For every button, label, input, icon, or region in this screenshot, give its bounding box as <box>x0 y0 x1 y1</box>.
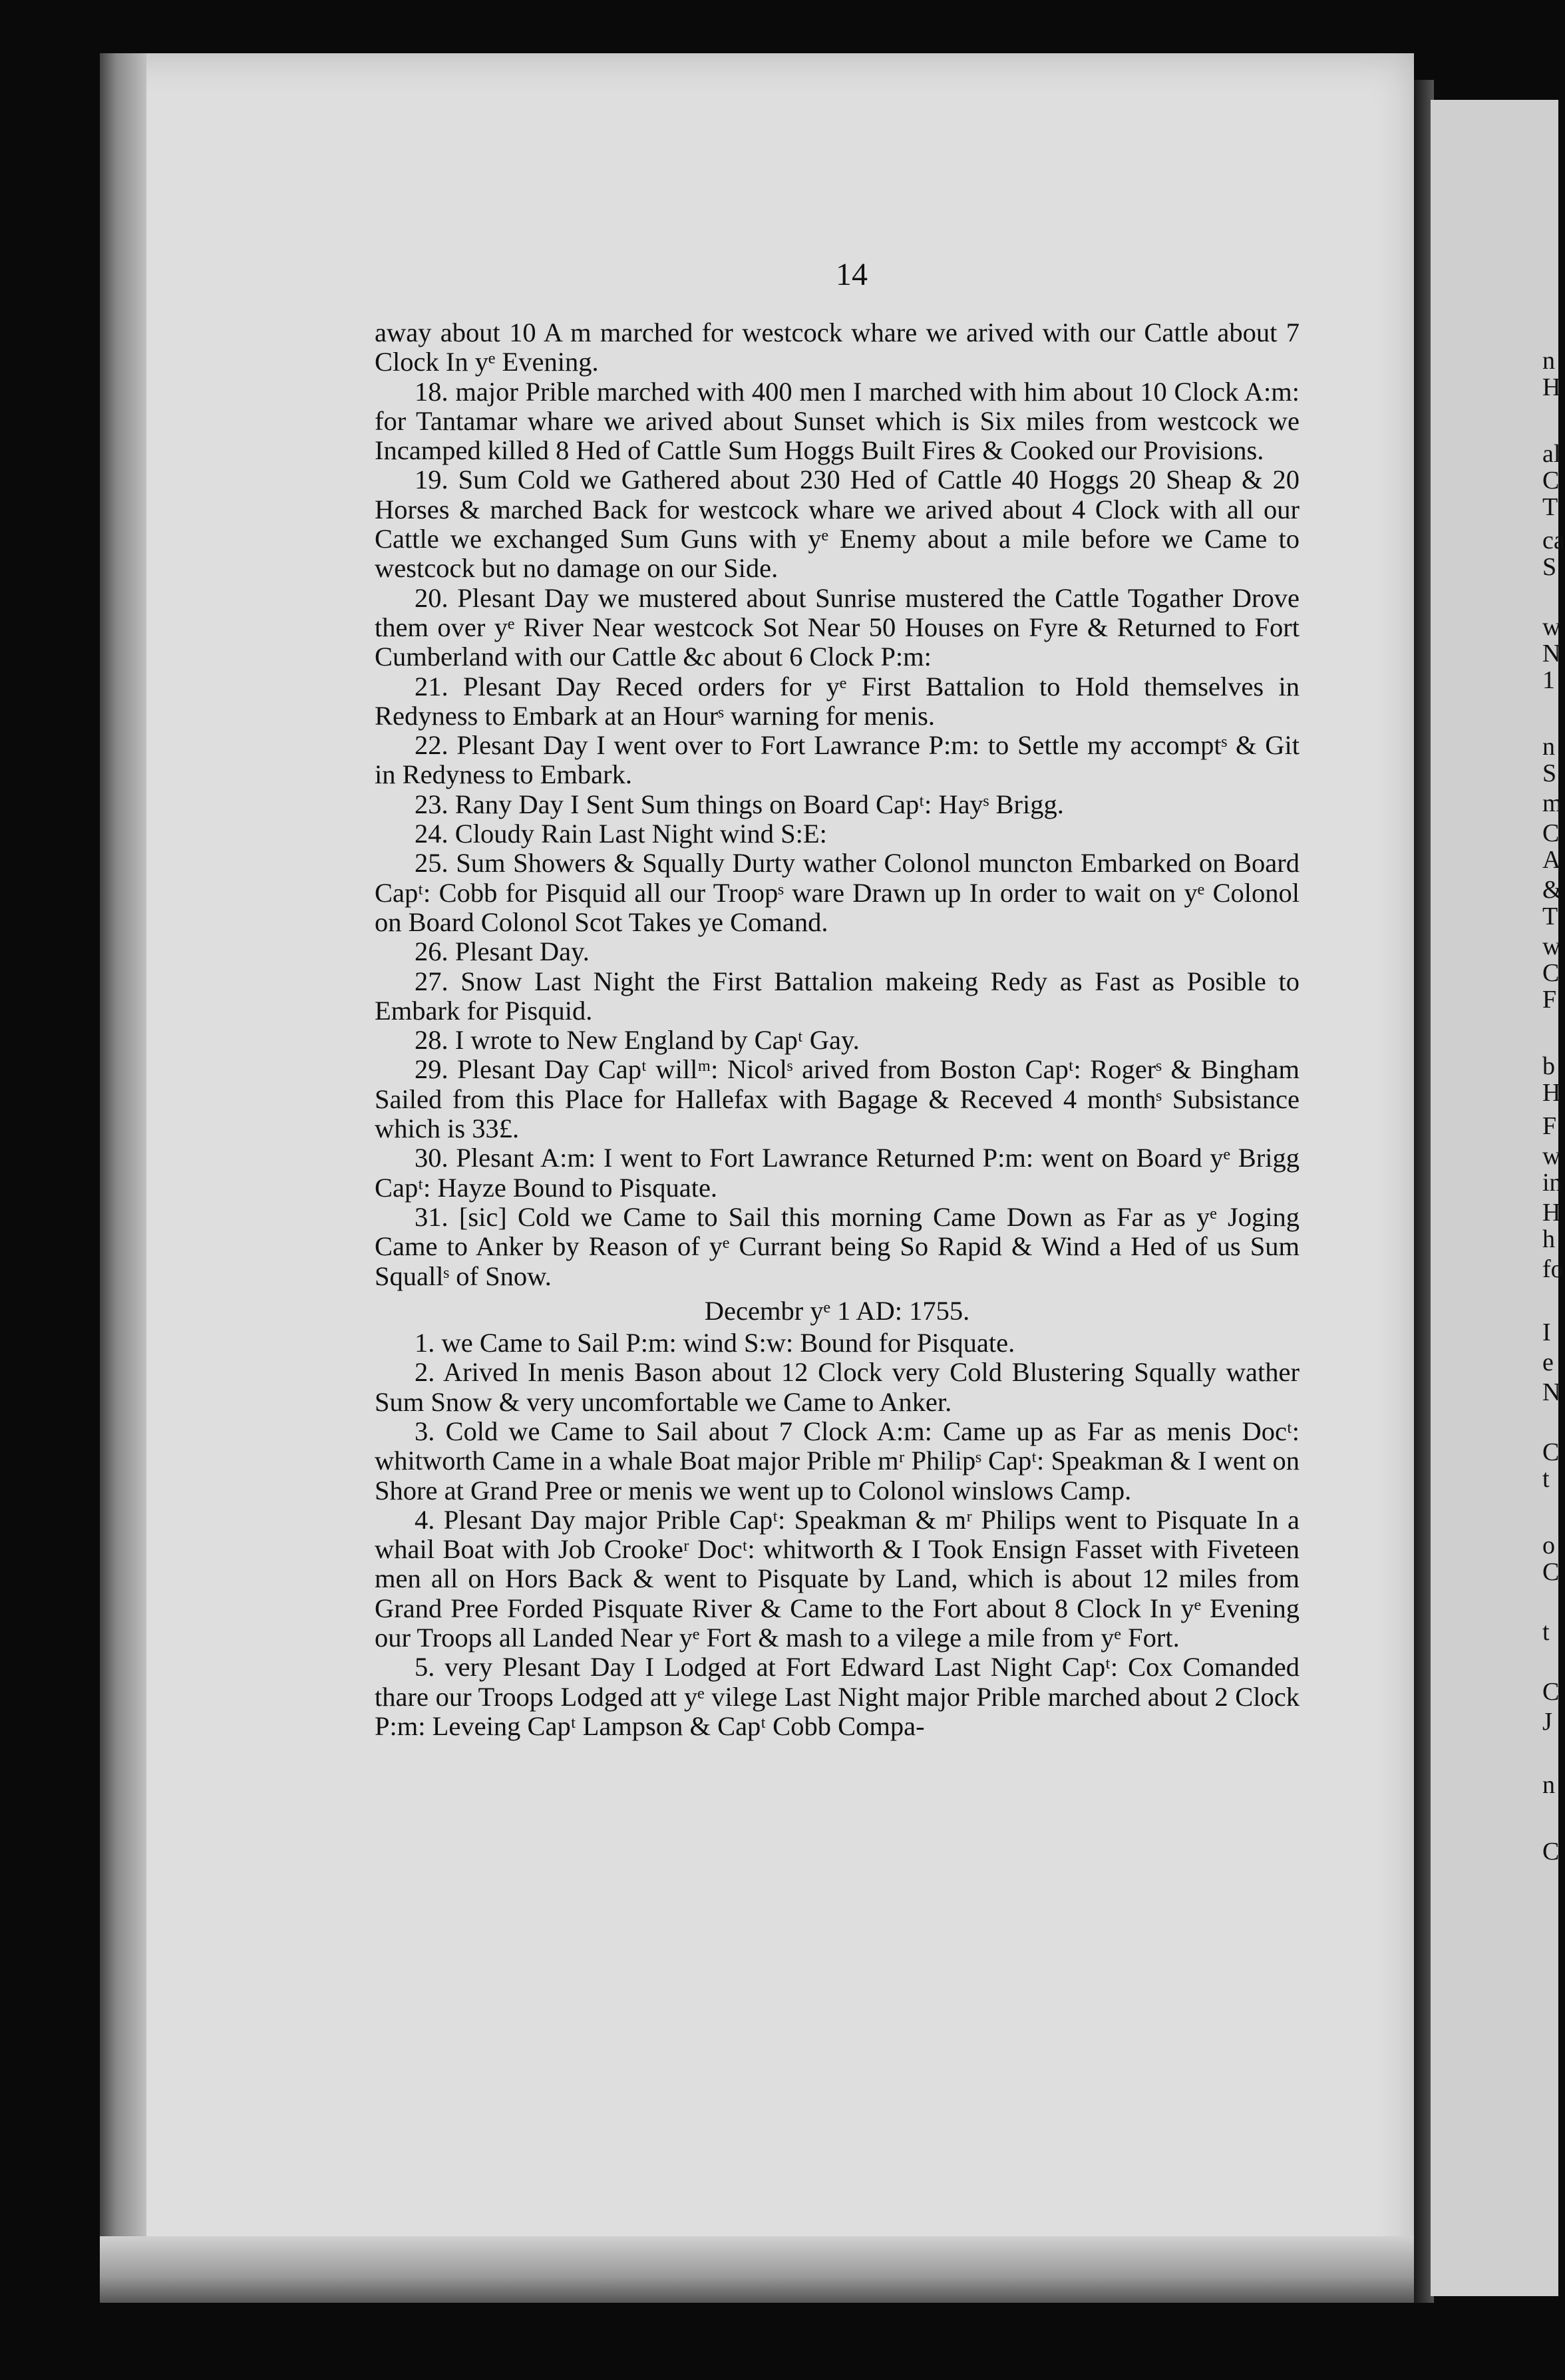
diary-entry: 22. Plesant Day I went over to Fort Lawrance P:m: to Settle my accomptˢ & Git in Redyness to Embark. <box>375 730 1300 790</box>
facing-page-fragment: C <box>1542 467 1560 495</box>
facing-page-fragment: w <box>1542 613 1561 641</box>
facing-page-fragment: n <box>1542 1771 1555 1799</box>
diary-entry: 24. Cloudy Rain Last Night wind S:E: <box>415 819 827 849</box>
facing-page-fragment: fo <box>1542 1255 1564 1283</box>
diary-entry: 4. Plesant Day major Prible Capᵗ: Speakman & mʳ Philips went to Pisquate In a whail Boat with Job Crookeʳ Docᵗ: whitworth & I Took Ensign Fasset with Fiveteen men all on Hors Back & went to Pisquate by Land, which is about 12 miles from Grand Pree Forded Pisquate River & Came to the Fort about 8 Clock In yᵉ Evening our Troops all Landed Near yᵉ Fort & mash to a vilege a mile from yᵉ Fort. <box>375 1504 1300 1653</box>
facing-page-fragment: A <box>1542 846 1561 874</box>
facing-page-fragment: t <box>1542 1465 1550 1493</box>
facing-page-fragment: C <box>1542 1838 1560 1866</box>
facing-page-fragment: & <box>1542 876 1562 904</box>
facing-page-fragment: S <box>1542 553 1557 581</box>
facing-page-fragment: N <box>1542 640 1561 668</box>
diary-entry: 23. Rany Day I Sent Sum things on Board Capᵗ: Hayˢ Brigg. <box>415 789 1064 819</box>
facing-page-fragment: N <box>1542 1378 1561 1406</box>
facing-page-fragment: T <box>1542 493 1558 521</box>
facing-page-fragment: C <box>1542 1558 1560 1586</box>
page-number: 14 <box>836 257 868 292</box>
diary-entry: 26. Plesant Day. <box>415 936 590 967</box>
facing-page-fragment: F <box>1542 1112 1557 1140</box>
diary-entry: 2. Arived In menis Bason about 12 Clock very Cold Blustering Squally wather Sum Snow & very uncomfortable we Came to Anker. <box>375 1357 1300 1417</box>
diary-entry: 30. Plesant A:m: I went to Fort Lawrance Returned P:m: went on Board yᵉ Brigg Capᵗ: Hayze Bound to Pisquate. <box>375 1143 1300 1203</box>
facing-page-fragment: 1 <box>1542 666 1555 694</box>
facing-page-fragment: H <box>1542 373 1561 401</box>
facing-page-fragment: e <box>1542 1348 1554 1376</box>
facing-page-fragment: h <box>1542 1225 1555 1253</box>
facing-page-fragment: m <box>1542 789 1562 817</box>
facing-page-fragment: al <box>1542 440 1561 468</box>
diary-entry: 27. Snow Last Night the First Battalion makeing Redy as Fast as Posible to Embark for Pisquid. <box>375 966 1300 1026</box>
diary-entry: 19. Sum Cold we Gathered about 230 Hed of Cattle 40 Hoggs 20 Sheap & 20 Horses & marched Back for westcock whare we arived about 4 Clock with all our Cattle we exchanged Sum Guns with yᵉ Enemy about a mile before we Came to westcock but no damage on our Side. <box>375 465 1300 584</box>
facing-page-fragment: T <box>1542 902 1558 930</box>
diary-entry: 25. Sum Showers & Squally Durty wather Colonol muncton Embarked on Board Capᵗ: Cobb for Pisquid all our Troopˢ ware Drawn up In order to wait on yᵉ Colonol on Board Colonol Scot Takes ye Comand. <box>375 848 1300 937</box>
diary-entry: 31. [sic] Cold we Came to Sail this morning Came Down as Far as yᵉ Joging Came to Anker by Reason of yᵉ Currant being So Rapid & Wind a Hed of us Sum Squallˢ of Snow. <box>375 1201 1300 1291</box>
facing-page-fragment: in <box>1542 1169 1562 1197</box>
facing-page-fragment: w <box>1542 1142 1561 1170</box>
diary-entry: 3. Cold we Came to Sail about 7 Clock A:m: Came up as Far as menis Docᵗ: whitworth Came in a whale Boat major Prible mʳ Philipˢ Capᵗ: Speakman & I went on Shore at Grand Pree or menis we went up to Colonol winslows Camp. <box>375 1416 1300 1505</box>
facing-page-fragment: n <box>1542 347 1555 375</box>
diary-entry: 18. major Prible marched with 400 men I marched with him about 10 Clock A:m: for Tantamar whare we arived about Sunset which is Six miles from westcock we Incamped killed 8 Hed of Cattle Sum Hoggs Built Fires & Cooked our Provisions. <box>375 376 1300 466</box>
facing-page-fragment: C <box>1542 1678 1560 1706</box>
facing-page-fragment: C <box>1542 1438 1560 1466</box>
diary-entry: 28. I wrote to New England by Capᵗ Gay. <box>415 1025 860 1056</box>
facing-page-fragment: C <box>1542 819 1560 847</box>
facing-page-fragment: I <box>1542 1318 1551 1346</box>
diary-entry: 20. Plesant Day we mustered about Sunrise mustered the Cattle Togather Drove them over yᵉ River Near westcock Sot Near 50 Houses on Fyre & Returned to Fort Cumberland with our Cattle &c about 6 Clock P:m: <box>375 582 1300 672</box>
facing-page-fragment: S <box>1542 759 1557 787</box>
diary-entry: 21. Plesant Day Reced orders for yᵉ First Battalion to Hold themselves in Redyness to Embark at an Hourˢ warning for menis. <box>375 671 1300 731</box>
facing-page-fragment: F <box>1542 986 1557 1014</box>
facing-page-fragment: H <box>1542 1199 1561 1227</box>
diary-entry: 5. very Plesant Day I Lodged at Fort Edward Last Night Capᵗ: Cox Comanded thare our Troops Lodged att yᵉ vilege Last Night major Prible marched about 2 Clock P:m: Leveing Capᵗ Lampson & Capᵗ Cobb Compa- <box>375 1652 1300 1741</box>
facing-page-fragment: w <box>1542 932 1561 960</box>
page-bottom-edge <box>100 2236 1414 2303</box>
facing-page <box>1431 100 1561 2296</box>
facing-page-fragment: o <box>1542 1531 1555 1559</box>
facing-page-fragment: b <box>1542 1052 1555 1080</box>
diary-entry: 1. we Came to Sail P:m: wind S:w: Bound for Pisquate. <box>415 1328 1015 1358</box>
diary-entry: 29. Plesant Day Capᵗ willᵐ: Nicolˢ arived from Boston Capᵗ: Rogerˢ & Bingham Sailed from this Place for Hallefax with Bagage & Receved 4 monthˢ Subsistance which is 33£. <box>375 1054 1300 1144</box>
diary-text <box>375 318 1300 1741</box>
facing-page-fragment: C <box>1542 959 1560 987</box>
page-binding-shadow <box>100 53 146 2303</box>
facing-page-fragment: J <box>1542 1708 1552 1736</box>
facing-page-fragment: ca <box>1542 526 1565 554</box>
diary-entry: away about 10 A m marched for westcock whare we arived with our Cattle about 7 Clock In yᵉ Evening. <box>375 317 1300 377</box>
section-heading: Decembr yᵉ 1 AD: 1755. <box>704 1295 970 1326</box>
facing-page-fragment: n <box>1542 733 1555 761</box>
facing-page-fragment: t <box>1542 1618 1550 1646</box>
facing-page-fragment: H <box>1542 1079 1561 1107</box>
